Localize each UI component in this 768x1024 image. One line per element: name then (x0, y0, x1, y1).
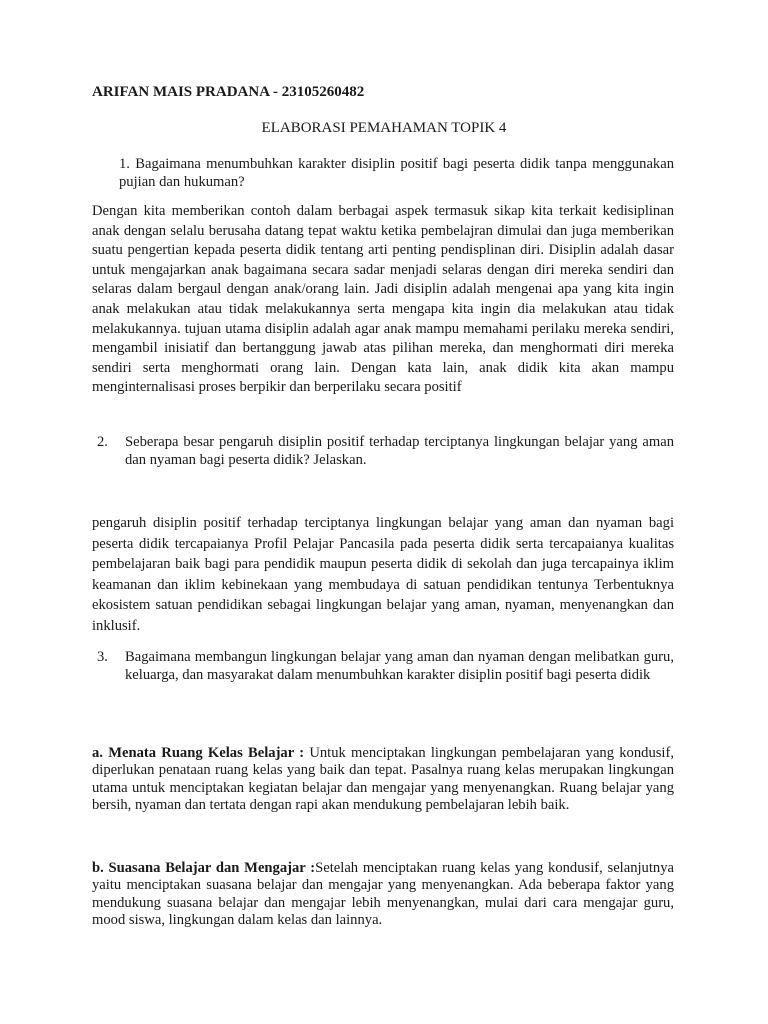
point-a-paragraph (92, 745, 674, 815)
question-2-number: 2. (97, 434, 108, 450)
point-a-text: Untuk menciptakan lingkungan pembelajaran yang kondusif, diperlukan penataan ruang kelas yang baik dan tepat. Pasalnya ruang kelas merupakan lingkungan utama untuk menciptakan kegiatan belajar dan mengajar yang menyenangkan. Ruang belajar yang bersih, nyaman dan tertata dengan rapi akan mendukung pembelajaran lebih baik. (92, 745, 674, 814)
answer-1-paragraph: Dengan kita memberikan contoh dalam berbagai aspek termasuk sikap kita terkait kedisiplinan anak dengan selalu berusaha datang tepat waktu ketika pembelajran dimulai dan juga memberikan suatu pengertian kepada peserta didik tentang arti penting pendisplinan diri. Disiplin adalah dasar untuk mengajarkan anak bagaimana secara sadar menjadi selaras dengan diri mereka sendiri dan selaras dalam bergaul dengan anak/orang lain. Jadi disiplin adalah mengenai apa yang kita ingin anak melakukan atau tidak melakukannya serta mengapa kita ingin dia melakukan atau tidak melakukannya. tujuan utama disiplin adalah agar anak mampu memahami perilaku mereka sendiri, mengambil inisiatif dan bertanggung jawab atas pilihan mereka, dan menghormati diri mereka sendiri serta menghormati orang lain. Dengan kata lain, anak didik kita akan mampu menginternalisasi proses berpikir dan berperilaku secara positif (92, 203, 674, 396)
author-line: ARIFAN MAIS PRADANA - 23105260482 (92, 84, 365, 100)
answer-2-paragraph: pengaruh disiplin positif terhadap terciptanya lingkungan belajar yang aman dan nyaman bagi peserta didik tercapaianya Profil Pelajar Pancasila pada peserta didik serta tercapaianya kualitas pembelajaran baik bagi para pendidik maupun peserta didik di sekolah dan juga tercapainya iklim keamanan dan iklim kebinekaan yang membudaya di satuan pendidikan tentunya Terbentuknya ekosistem satuan pendidikan sebagai lingkungan belajar yang aman, nyaman, menyenangkan dan inklusif. (92, 515, 674, 634)
question-3 (97, 648, 674, 684)
point-b-paragraph (92, 860, 674, 930)
question-3-number: 3. (97, 649, 108, 665)
point-b-text: Setelah menciptakan ruang kelas yang kondusif, selanjutnya yaitu menciptakan suasana belajar dan mengajar yang menyenangkan. Ada beberapa faktor yang mendukung suasana belajar dan mengajar lebih menyenangkan, mulai dari cara mengajar guru, mood siswa, lingkungan dalam kelas dan lainnya. (92, 860, 674, 929)
point-b-heading: b. Suasana Belajar dan Mengajar : (92, 860, 316, 876)
point-a-heading: a. Menata Ruang Kelas Belajar : (92, 745, 305, 761)
question-2 (97, 433, 674, 469)
question-2-text: Seberapa besar pengaruh disiplin positif terhadap terciptanya lingkungan belajar yang aman dan nyaman bagi peserta didik? Jelaskan. (125, 434, 674, 468)
document-title: ELABORASI PEMAHAMAN TOPIK 4 (261, 120, 507, 136)
question-3-text: Bagaimana membangun lingkungan belajar yang aman dan nyaman dengan melibatkan guru, keluarga, dan masyarakat dalam menumbuhkan karakter disiplin positif bagi peserta didik (125, 649, 674, 683)
question-1: 1. Bagaimana menumbuhkan karakter disiplin positif bagi peserta didik tanpa menggunakan pujian dan hukuman? (119, 156, 674, 190)
